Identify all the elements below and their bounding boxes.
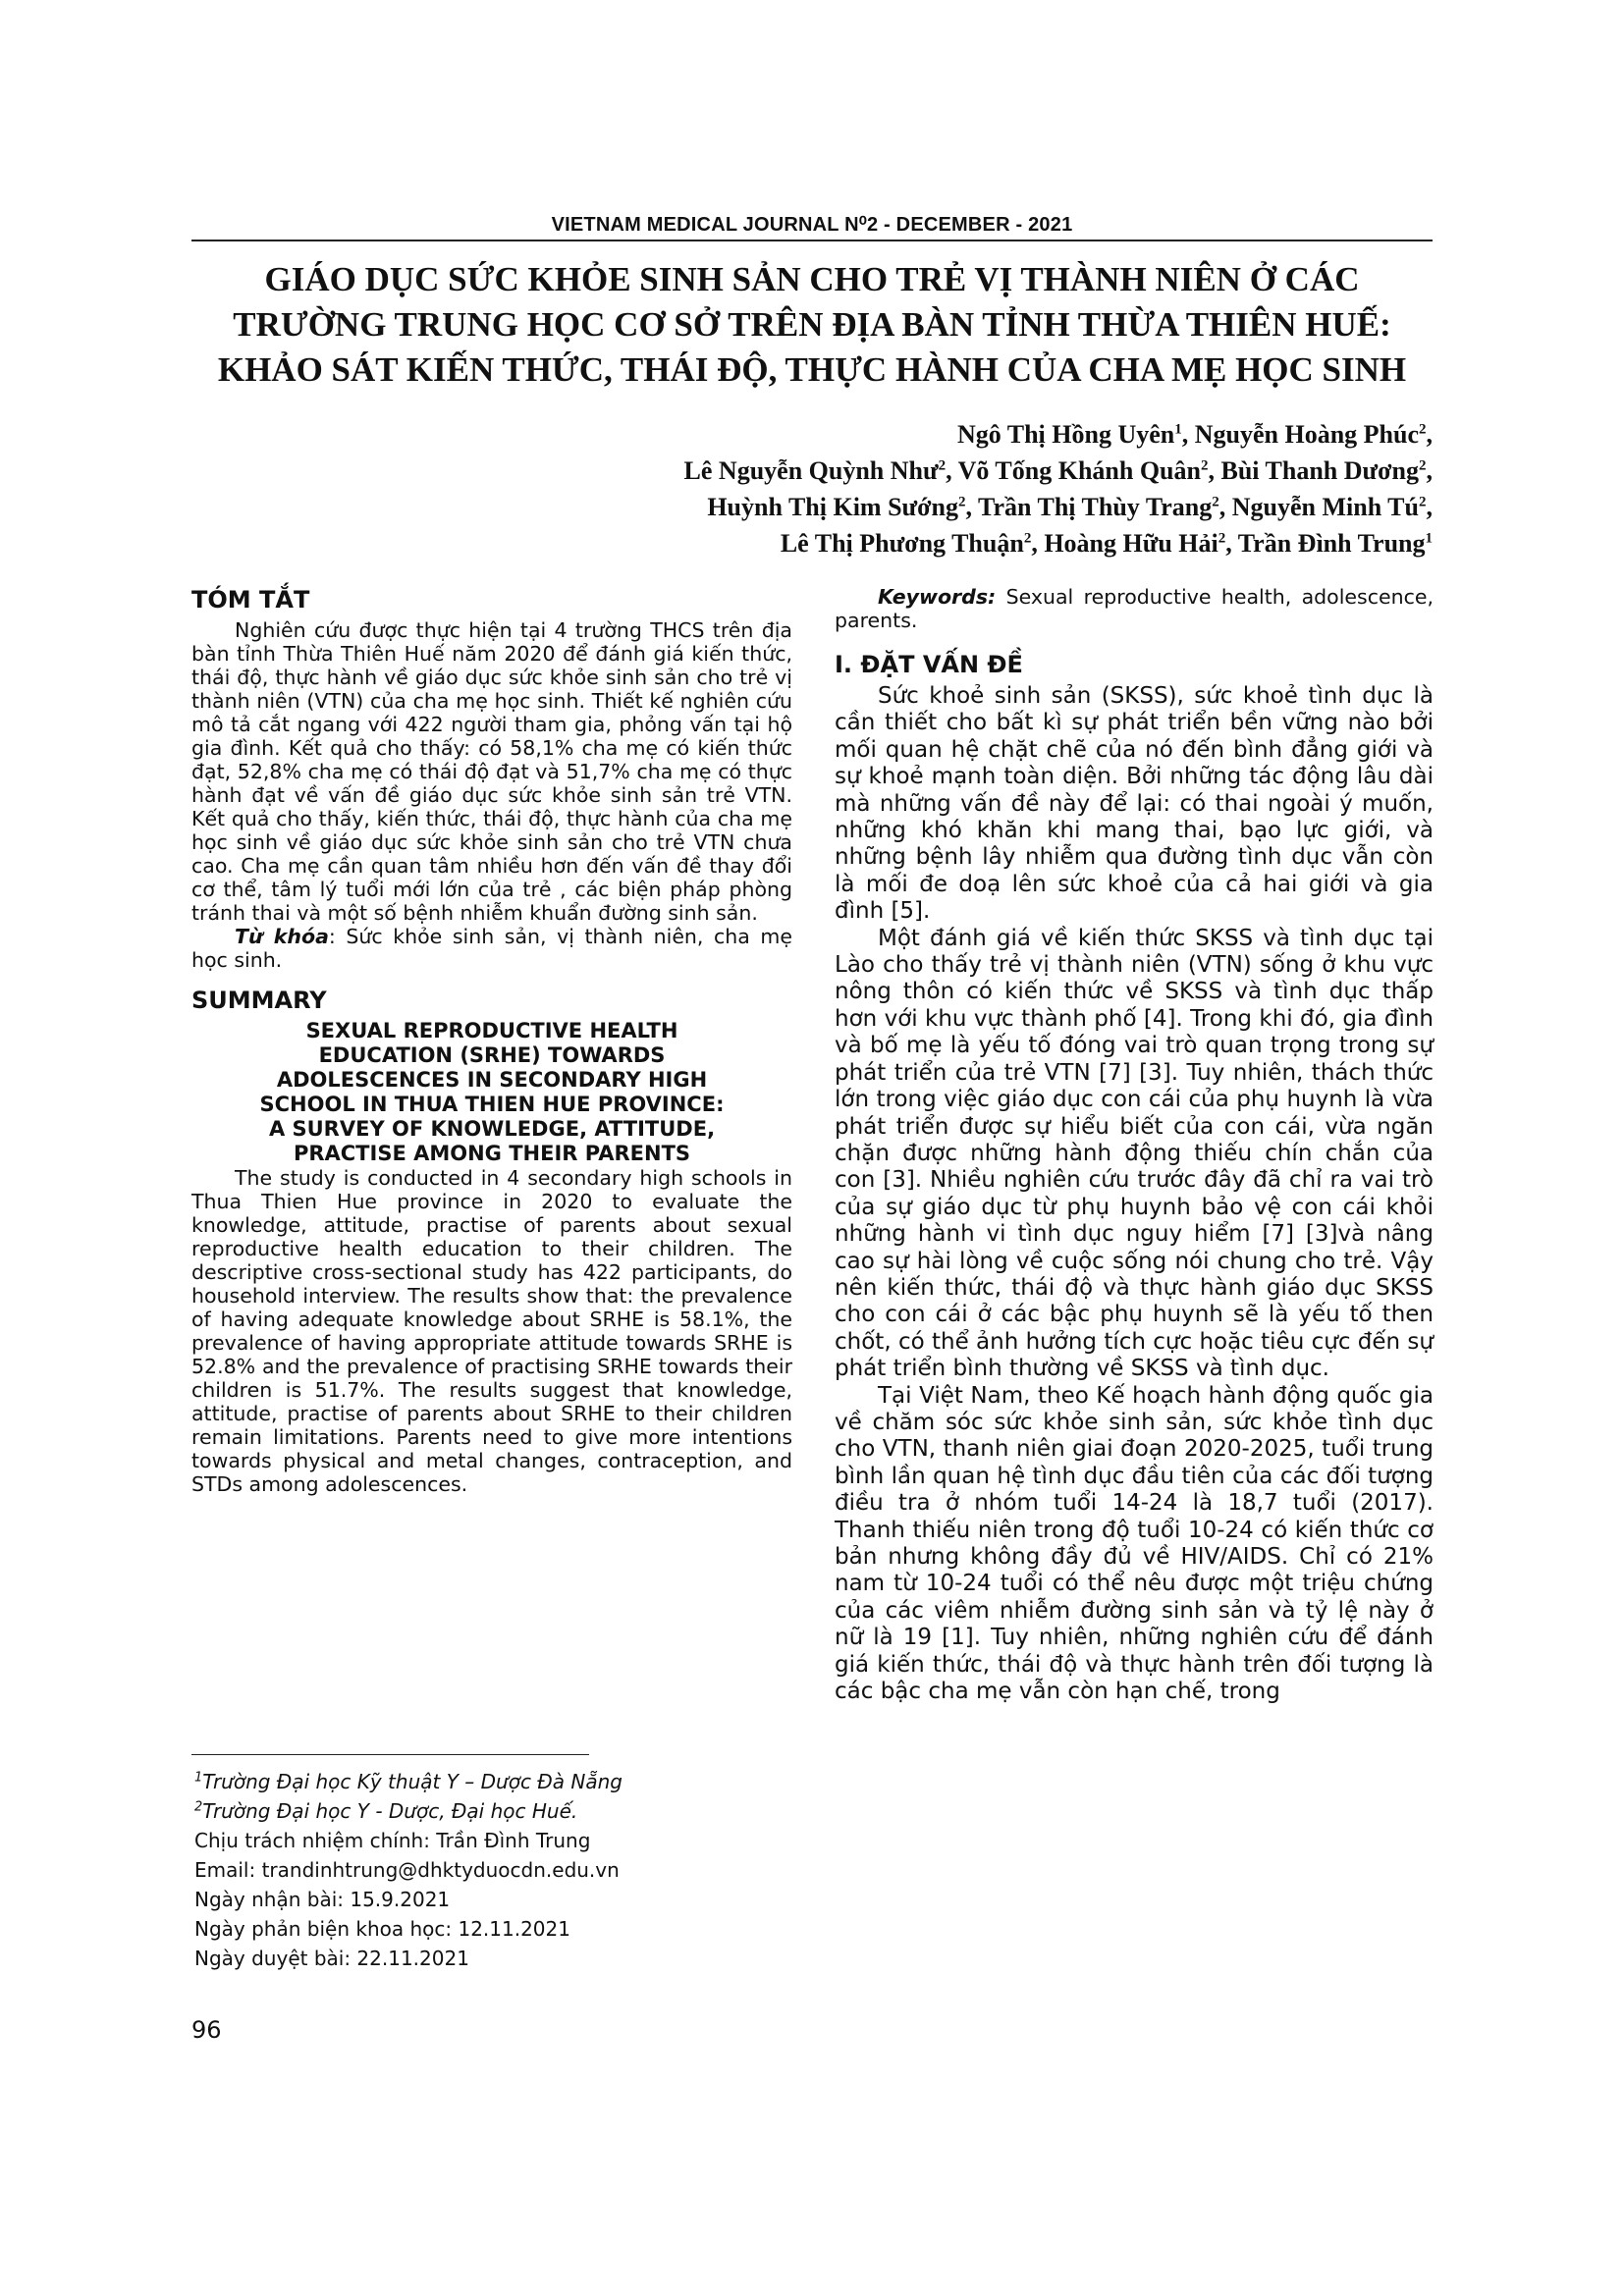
affiliation-mark: 2 [1419, 494, 1427, 510]
right-column [835, 585, 1434, 1705]
introduction-paragraph: Sức khoẻ sinh sản (SKSS), sức khoẻ tình dục là cần thiết cho bất kì sự phát triển bền vững nào bởi mối quan hệ chặt chẽ của nó đến bình đẳng giới và sự khoẻ mạnh toàn diện. Bởi những tác động lâu dài mà những vấn đề này để lại: có thai ngoài ý muốn, những khó khăn khi mang thai, bạo lực giới, và những bệnh lây nhiễm qua đường tình dục vẫn còn là mối đe doạ lên sức khoẻ của cả hai giới và gia đình [5]. [835, 683, 1434, 925]
left-column [191, 585, 792, 1496]
author-name: Nguyễn Hoàng Phúc [1194, 420, 1419, 449]
introduction-paragraph: Tại Việt Nam, theo Kế hoạch hành động quốc gia về chăm sóc sức khỏe sinh sản, sức khỏe tình dục cho VTN, thanh niên giai đoạn 2020-2025, tuổi trung bình lần quan hệ tình dục đầu tiên của các đối tượng điều tra ở nhóm tuổi 14-24 là 18,7 tuổi (2017). Thanh thiếu niên trong độ tuổi 10-24 có kiến thức cơ bản nhưng không đầy đủ về HIV/AIDS. Chỉ có 21% nam từ 10-24 tuổi có thể nêu được một triệu chứng của các viêm nhiễm đường sinh sản và tỷ lệ này ở nữ là 19 [1]. Tuy nhiên, những nghiên cứu để đánh giá kiến thức, thái độ và thực hành trên đối tượng là các bậc cha mẹ vẫn còn hạn chế, trong [835, 1382, 1434, 1705]
summary-body: The study is conducted in 4 secondary high schools in Thua Thien Hue province in 2020 to evaluate the knowledge, attitude, practise of parents about sexual reproductive health education to their children. The descriptive cross-sectional study has 422 participants, do household interview. The results show that: the prevalence of having adequate knowledge about SRHE is 58.1%, the prevalence of having appropriate attitude towards SRHE is 52.8% and the prevalence of practising SRHE towards their children is 51.7%. The results suggest that knowledge, attitude, practise of parents about SRHE to their children remain limitations. Parents need to give more intentions towards physical and metal changes, contraception, and STDs among adolescences. [191, 1166, 792, 1496]
summary-title-line: SEXUAL REPRODUCTIVE HEALTH [305, 1019, 678, 1042]
affiliation-note [194, 1796, 784, 1826]
title-line: TRƯỜNG TRUNG HỌC CƠ SỞ TRÊN ĐỊA BÀN TỈNH THỪA THIÊN HUẾ: [233, 305, 1391, 344]
author-name: Ngô Thị Hồng Uyên [956, 420, 1175, 449]
footnotes [194, 1767, 784, 1973]
author-separator: , [1426, 493, 1433, 521]
author-separator: , [946, 456, 958, 485]
affiliation-mark: 2 [1200, 457, 1209, 474]
affiliation-mark: 2 [1023, 530, 1032, 547]
author-name: Bùi Thanh Dương [1220, 456, 1419, 485]
footnote-rule [191, 1754, 589, 1755]
affiliation-mark: 1 [1425, 530, 1433, 547]
abstract-vi-keywords [191, 925, 792, 972]
author-separator: , [1218, 493, 1232, 521]
summary-heading: SUMMARY [191, 987, 327, 1014]
summary-title-line: PRACTISE AMONG THEIR PARENTS [293, 1142, 691, 1165]
introduction-paragraph: Một đánh giá về kiến thức SKSS và tình dục tại Lào cho thấy trẻ vị thành niên (VTN) sống ở khu vực nông thôn có kiến thức về SKSS và tình dục thấp hơn với khu vực thành phố [4]. Trong khi đó, gia đình và bố mẹ là yếu tố đóng vai trò quan trọng trong sự phát triển của trẻ VTN [7] [3]. Tuy nhiên, thách thức lớn trong việc giáo dục con cái của phụ huynh là vừa phát triển được sự hiểu biết của con cái, vừa ngăn chặn được những hành động thiếu chín chắn của con [3]. Nhiều nghiên cứu trước đây đã chỉ ra vai trò của sự giáo dục từ phụ huynh bảo vệ con cái khỏi những hành vi tình dục nguy hiểm [7] [3]và nâng cao sự hài lòng về cuộc sống nói chung cho trẻ. Vậy nên kiến thức, thái độ và thực hành giáo dục SKSS cho con cái ở các bậc phụ huynh sẽ là yếu tố then chốt, có thể ảnh hưởng tích cực hoặc tiêu cực đến sự phát triển bình thường về SKSS và tình dục. [835, 925, 1434, 1382]
author-separator: , [1181, 420, 1195, 449]
contact-email: Email: trandinhtrung@dhktyduocdn.edu.vn [194, 1858, 620, 1882]
title-line: KHẢO SÁT KIẾN THỨC, THÁI ĐỘ, THỰC HÀNH CỦA CHA MẸ HỌC SINH [217, 350, 1407, 389]
affiliation-mark: 2 [938, 457, 947, 474]
affiliation-text: Trường Đại học Y - Dược, Đại học Huế. [202, 1799, 578, 1823]
affiliation-mark: 1 [1174, 421, 1182, 438]
author-line [254, 416, 1433, 453]
author-list [254, 416, 1433, 561]
summary-title-line: ADOLESCENCES IN SECONDARY HIGH [276, 1068, 708, 1092]
author-name: Hoàng Hữu Hải [1044, 529, 1218, 558]
article-title [147, 257, 1477, 393]
author-name: Trần Đình Trung [1237, 529, 1426, 558]
accepted-date: Ngày duyệt bài: 22.11.2021 [194, 1947, 469, 1970]
introduction-heading: I. ĐẶT VẤN ĐỀ [835, 651, 1023, 678]
title-line: GIÁO DỤC SỨC KHỎE SINH SẢN CHO TRẺ VỊ THÀNH NIÊN Ở CÁC [264, 260, 1360, 298]
summary-keywords [835, 585, 1434, 632]
affiliation-text: Trường Đại học Kỹ thuật Y – Dược Đà Nẵng [202, 1770, 623, 1793]
author-separator: , [1225, 529, 1238, 558]
keywords-label: Từ khóa [235, 925, 329, 948]
summary-title-line: EDUCATION (SRHE) TOWARDS [318, 1043, 666, 1067]
running-head: VIETNAM MEDICAL JOURNAL N⁰2 - DECEMBER - 2021 [551, 214, 1073, 236]
affiliation-mark: 2 [1212, 494, 1219, 510]
abstract-vi-heading: TÓM TẮT [191, 586, 310, 614]
abstract-vi-body: Nghiên cứu được thực hiện tại 4 trường THCS trên địa bàn tỉnh Thừa Thiên Huế năm 2020 để đánh giá kiến thức, thái độ, thực hành về giáo dục sức khỏe sinh sản cho trẻ vị thành niên (VTN) của cha mẹ học sinh. Thiết kế nghiên cứu mô tả cắt ngang với 422 người tham gia, phỏng vấn tại hộ gia đình. Kết quả cho thấy: có 58,1% cha mẹ có kiến thức đạt, 52,8% cha mẹ có thái độ đạt và 51,7% cha mẹ có thực hành đạt về vấn đề giáo dục sức khỏe sinh sản trẻ VTN. Kết quả cho thấy, kiến thức, thái độ, thực hành của cha mẹ học sinh về giáo dục sức khỏe sinh sản cho trẻ VTN chưa cao. Cha mẹ cần quan tâm nhiều hơn đến vấn đề thay đổi cơ thể, tâm lý tuổi mới lớn của trẻ , các biện pháp phòng tránh thai và một số bệnh nhiễm khuẩn đường sinh sản. [191, 618, 792, 925]
page-number: 96 [191, 2016, 222, 2044]
keywords-label: Keywords: [878, 585, 997, 609]
affiliation-mark: 2 [1218, 530, 1226, 547]
author-separator: , [1426, 420, 1433, 449]
author-name: Huỳnh Thị Kim Sướng [707, 493, 958, 521]
keywords-text: Sexual reproductive health, adolescence, parents. [835, 585, 1434, 632]
affiliation-note [194, 1767, 784, 1796]
affiliation-mark: 2 [1419, 457, 1427, 474]
affiliation-mark: 2 [1419, 421, 1427, 438]
reviewed-date: Ngày phản biện khoa học: 12.11.2021 [194, 1917, 570, 1941]
author-name: Trần Thị Thùy Trang [978, 493, 1213, 521]
received-date: Ngày nhận bài: 15.9.2021 [194, 1888, 451, 1911]
author-separator: , [1031, 529, 1045, 558]
author-line [254, 525, 1433, 561]
author-name: Lê Thị Phương Thuận [780, 529, 1024, 558]
author-name: Lê Nguyễn Quỳnh Như [683, 456, 939, 485]
keywords-text: : Sức khỏe sinh sản, vị thành niên, cha mẹ học sinh. [191, 925, 792, 972]
responsible-author: Chịu trách nhiệm chính: Trần Đình Trung [194, 1829, 591, 1852]
header-rule [191, 240, 1433, 241]
affiliation-mark: 1 [194, 1770, 203, 1786]
affiliation-mark: 2 [194, 1799, 203, 1815]
author-separator: , [965, 493, 979, 521]
author-name: Nguyễn Minh Tú [1231, 493, 1419, 521]
author-separator: , [1208, 456, 1221, 485]
affiliation-mark: 2 [958, 494, 966, 510]
summary-title-line: A SURVEY OF KNOWLEDGE, ATTITUDE, [268, 1117, 716, 1141]
summary-title-line: SCHOOL IN THUA THIEN HUE PROVINCE: [259, 1093, 725, 1116]
author-name: Võ Tống Khánh Quân [957, 456, 1201, 485]
author-line [254, 489, 1433, 525]
author-line [254, 453, 1433, 489]
summary-title [191, 1019, 792, 1166]
author-separator: , [1426, 456, 1433, 485]
